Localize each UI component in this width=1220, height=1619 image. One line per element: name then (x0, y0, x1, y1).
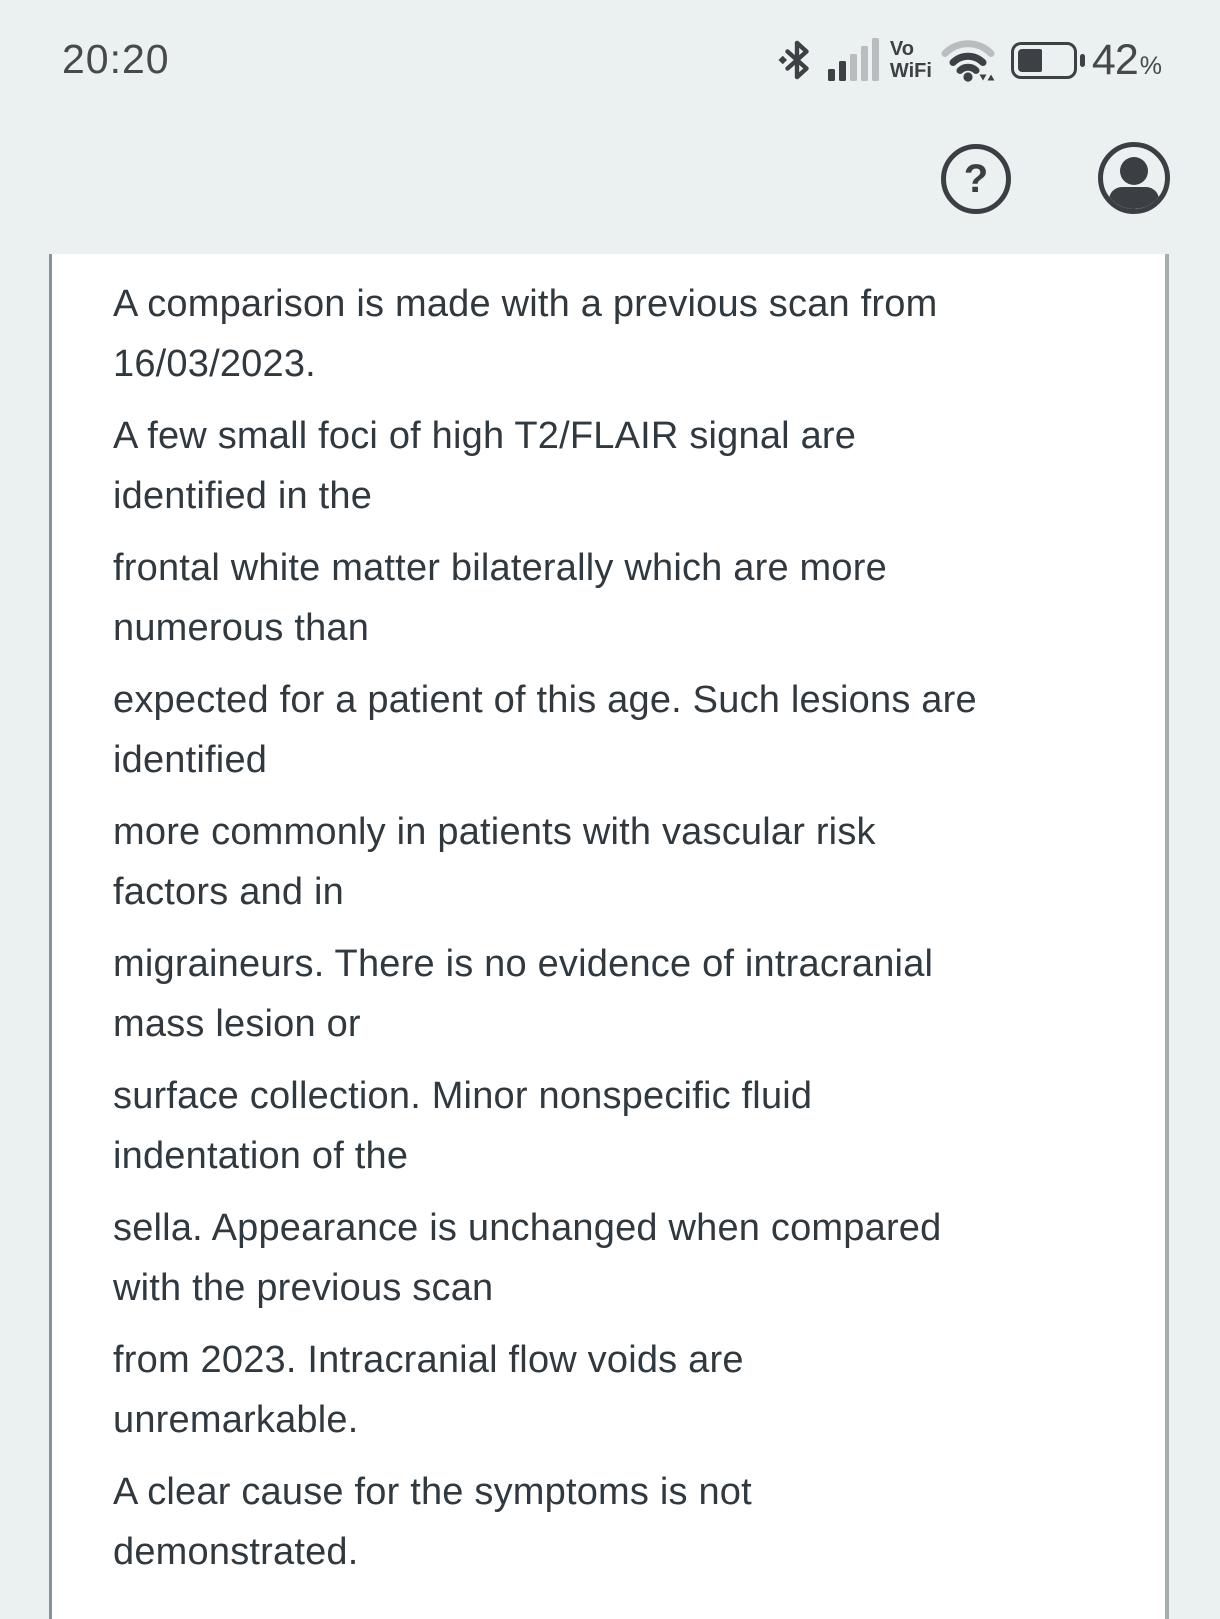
report-paragraph (113, 1330, 1111, 1450)
report-line: factors and in (113, 871, 344, 913)
report-paragraph (113, 274, 1111, 394)
report-line: identified in the (113, 475, 373, 517)
report-paragraph (113, 802, 1111, 922)
report-paragraph (113, 1066, 1111, 1186)
report-line: more commonly in patients with vascular risk (113, 811, 876, 853)
report-line: indentation of the (113, 1135, 409, 1177)
signal-strength-icon (828, 37, 879, 83)
battery-fill (1018, 49, 1042, 72)
report-line: demonstrated. (113, 1531, 359, 1573)
report-line: unremarkable. (113, 1399, 359, 1441)
report-card (49, 254, 1169, 1619)
vowifi-line2: WiFi (889, 60, 932, 82)
report-line: expected for a patient of this age. Such lesions are (113, 679, 977, 721)
report-line: frontal white matter bilaterally which are more (113, 547, 887, 589)
battery-percentage: 42 % (1091, 35, 1162, 84)
help-button[interactable] (941, 144, 1011, 214)
report-line: with the previous scan (113, 1267, 494, 1309)
question-mark-icon: ? (963, 157, 989, 201)
report-text (52, 254, 1169, 1582)
report-line: migraineurs. There is no evidence of intracranial (113, 943, 934, 985)
report-line: sella. Appearance is unchanged when compared (113, 1207, 942, 1249)
vowifi-line1: Vo (889, 38, 914, 60)
battery-icon (1011, 42, 1077, 79)
report-line: from 2023. Intracranial flow voids are (113, 1339, 744, 1381)
report-line: identified (113, 739, 268, 781)
battery-nub (1080, 54, 1085, 67)
bluetooth-icon (778, 36, 816, 84)
scrollbar[interactable] (1165, 254, 1169, 1619)
status-icons (778, 30, 1162, 90)
report-line: A clear cause for the symptoms is not (113, 1471, 752, 1513)
report-line: surface collection. Minor nonspecific fluid (113, 1075, 813, 1117)
header-actions (0, 142, 1220, 222)
profile-icon (1120, 157, 1148, 185)
wifi-icon (941, 36, 995, 84)
report-line: A few small foci of high T2/FLAIR signal are (113, 415, 857, 457)
report-line: 16/03/2023. (113, 343, 316, 385)
profile-button[interactable] (1098, 142, 1170, 214)
profile-icon-shoulders (1109, 187, 1159, 214)
vowifi-indicator (890, 38, 932, 82)
clock: 20:20 (62, 36, 170, 82)
report-paragraph (113, 670, 1111, 790)
report-paragraph (113, 1462, 1111, 1582)
report-paragraph (113, 934, 1111, 1054)
report-line: A comparison is made with a previous scan from (113, 283, 938, 325)
status-bar (0, 0, 1220, 100)
report-line: mass lesion or (113, 1003, 361, 1045)
report-paragraph (113, 1198, 1111, 1318)
report-paragraph (113, 538, 1111, 658)
report-paragraph (113, 406, 1111, 526)
report-line: numerous than (113, 607, 370, 649)
